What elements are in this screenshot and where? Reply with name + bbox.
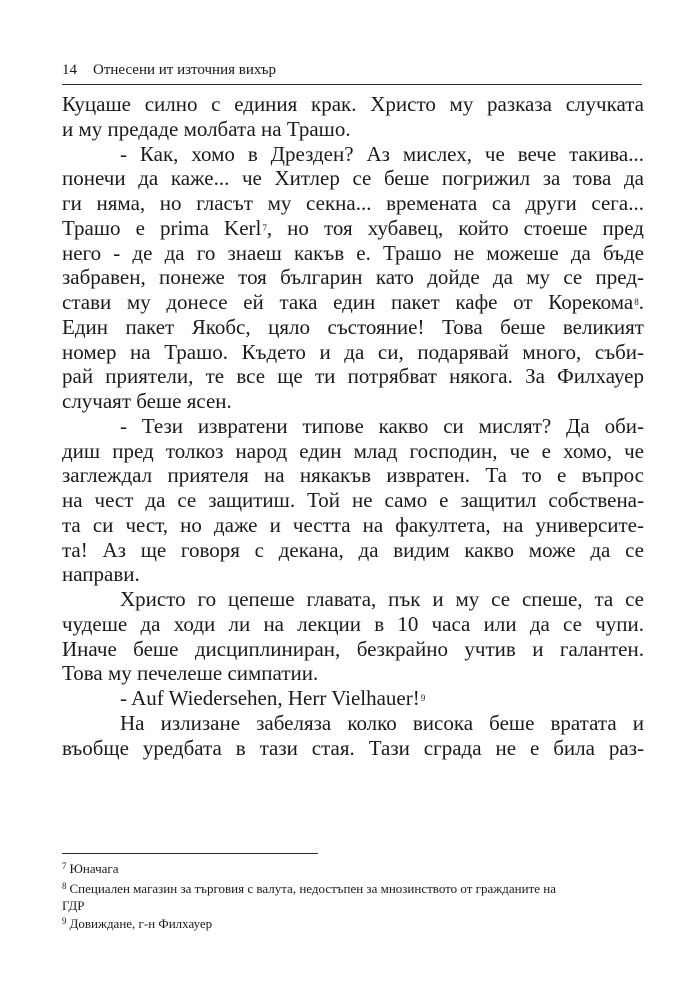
footnotes [62, 861, 642, 936]
text-line [62, 117, 644, 142]
line-text: случаят беше ясен. [62, 389, 232, 413]
line-text: на чест да се защитиш. Той не само е защитил собствена- [62, 488, 644, 512]
text-line [62, 637, 644, 662]
text-line [62, 389, 644, 414]
footnote-separator [62, 853, 318, 854]
text-line [62, 562, 644, 587]
footnote-line [62, 881, 642, 898]
footnote-number: 8 [62, 881, 67, 891]
footnote-number: 9 [62, 916, 67, 926]
footnote [62, 916, 642, 933]
line-text: Куцаше силно с единия крак. Христо му разказа случката [62, 92, 644, 116]
footnote-text: ГДР [62, 898, 85, 913]
line-text: въобще уредбата в тази стая. Тази сграда не е била раз- [62, 735, 644, 760]
footnote-text: Юначага [69, 861, 119, 876]
footnote-line [62, 916, 642, 933]
text-line [62, 736, 644, 761]
line-text: та! Аз ще говоря с декана, да видим какво може да се [62, 537, 644, 562]
footnote-line [62, 861, 642, 878]
line-text: стави му донесе ей така един пакет кафе от Корекома [62, 290, 634, 314]
text-line [62, 414, 644, 439]
text-line [62, 340, 644, 365]
line-text: него - де да го знаеш какъв е. Трашо не можеше да бъде [62, 240, 644, 265]
line-text: забравен, понеже тоя българин като дойде да му се пред- [62, 265, 644, 290]
text-line [62, 166, 644, 191]
text-line [62, 439, 644, 464]
text-line [62, 142, 644, 167]
footnote-marker: 9 [420, 693, 426, 703]
line-text: Това му печелеше симпатии. [62, 661, 319, 686]
text-line [62, 463, 644, 488]
line-text: заглеждал приятеля на някакъв извратен. Та то е въпрос [62, 463, 644, 488]
footnote [62, 861, 642, 878]
line-text: Един пакет Якобс, цяло състояние! Това беше великият [62, 314, 644, 339]
line-text: - Как, хомо в Дрезден? Аз мислех, че вече такива... [120, 141, 644, 166]
footnote-marker: 8 [634, 297, 639, 307]
text-line [62, 488, 644, 513]
text-line [62, 686, 644, 711]
line-text: та си чест, но даже и честта на факултета, на университе- [62, 512, 644, 537]
line-text-after: . [638, 290, 644, 314]
text-line [62, 364, 644, 389]
text-line [62, 216, 644, 241]
text-line [62, 513, 644, 538]
footnote-line [62, 898, 642, 913]
text-line [62, 587, 644, 612]
footnote-text: Довиждане, г-н Филхауер [69, 916, 213, 931]
header-rule [62, 84, 642, 85]
footnote [62, 881, 642, 913]
footnote-text: Специален магазин за търговия с валута, недостъпен за мнозинството от гражданите на [69, 881, 556, 896]
book-title: Отнесени ит източния вихър [93, 62, 277, 78]
footnote-marker: 7 [262, 222, 267, 233]
line-text: ги няма, но гласът му секна... времената са други сега... [62, 191, 644, 215]
line-text: диш пред толкоз народ един млад господин, че е хомо, че [62, 438, 644, 463]
line-text: - Auf Wiedersehen, Herr Vielhauer! [120, 686, 420, 710]
text-line [62, 538, 644, 563]
line-text: - Тези извратени типове какво си мислят? Да оби- [120, 413, 644, 438]
line-text: номер на Трашо. Където и да си, подарявай много, съби- [62, 339, 644, 364]
line-text: и му предаде молбата на Трашо. [62, 116, 351, 141]
text-line [62, 241, 644, 266]
running-head [62, 62, 276, 79]
line-text: На излизане забеляза колко висока беше вратата и [120, 710, 644, 735]
line-text: рай приятели, те все ще ти потрябват някога. За Филхауер [62, 364, 644, 389]
body-text [62, 92, 644, 760]
line-text: Христо го цепеше главата, пък и му се спеше, та се [120, 587, 644, 611]
line-text: Иначе беше дисциплиниран, безкрайно учтив и галантен. [62, 636, 644, 661]
text-line [62, 290, 644, 315]
footnote-number: 7 [62, 861, 67, 871]
text-line [62, 92, 644, 117]
line-text: чудеше да ходи ли на лекции в 10 часа или да се чупи. [62, 611, 644, 636]
text-line [62, 191, 644, 216]
line-text: направи. [62, 562, 140, 587]
line-text: понечи да каже... че Хитлер се беше погрижил за това да [62, 166, 644, 191]
page-number: 14 [62, 62, 77, 78]
line-text: Трашо е prima Kerl [62, 215, 262, 240]
text-line [62, 711, 644, 736]
line-text-after: , но тоя хубавец, който стоеше пред [266, 215, 644, 240]
text-line [62, 661, 644, 686]
text-line [62, 265, 644, 290]
text-line [62, 612, 644, 637]
text-line [62, 315, 644, 340]
